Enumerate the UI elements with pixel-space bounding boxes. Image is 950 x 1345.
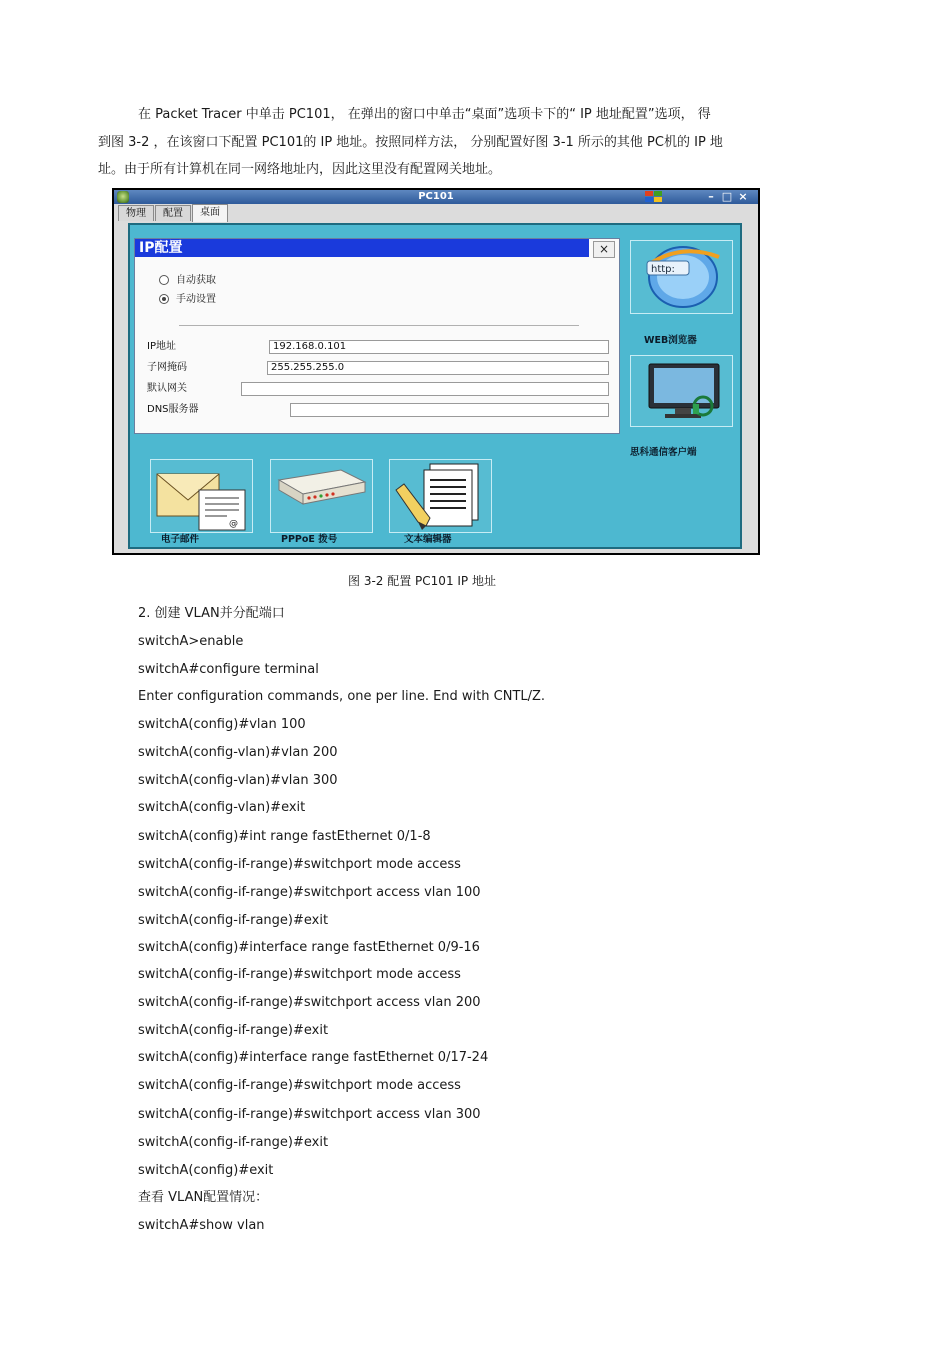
command-line: switchA#configure terminal [138, 662, 319, 677]
pppoe-label: PPPoE 拨号 [281, 534, 338, 545]
radio-static-label: 手动设置 [176, 294, 216, 305]
tab-desktop[interactable]: 桌面 [192, 204, 228, 222]
command-line: switchA(config-vlan)#vlan 300 [138, 773, 338, 788]
command-line: switchA(config)#interface range fastEthernet 0/9-16 [138, 940, 480, 955]
command-line: switchA(config)#exit [138, 1163, 274, 1178]
gateway-field[interactable] [241, 382, 609, 396]
command-line: switchA(config-if-range)#exit [138, 913, 329, 928]
ip-config-header [135, 239, 589, 257]
command-line: switchA(config-vlan)#vlan 200 [138, 745, 338, 760]
command-line: switchA>enable [138, 634, 244, 649]
window-title: PC101 [418, 191, 454, 202]
text-editor-label: 文本编辑器 [404, 534, 452, 545]
minimize-button[interactable]: – [708, 190, 714, 203]
figure-caption: 图 3-2 配置 PC101 IP 地址 [348, 574, 496, 588]
ip-config-title: IP配置 [139, 240, 183, 256]
command-line: switchA(config)#interface range fastEthernet 0/17-24 [138, 1050, 489, 1065]
cisco-client-tile[interactable] [630, 355, 733, 427]
command-line: switchA(config-vlan)#exit [138, 800, 306, 815]
subnet-mask-field[interactable] [267, 361, 609, 375]
web-browser-icon-text: http: [651, 264, 675, 275]
pppoe-icon [271, 460, 372, 532]
command-line: switchA(config)#int range fastEthernet 0/1-8 [138, 829, 431, 844]
ip-address-label: IP地址 [147, 341, 176, 352]
tab-physical[interactable]: 物理 [118, 205, 154, 221]
cisco-client-icon [631, 356, 732, 426]
web-browser-label: WEB浏览器 [644, 335, 697, 346]
close-window-button[interactable]: × [738, 190, 748, 203]
command-line: switchA(config-if-range)#switchport access vlan 200 [138, 995, 481, 1010]
email-icon [151, 460, 252, 532]
intro-line-2: 到图 3-2 ，在该窗口下配置 PC101的 IP 地址。按照同样方法， 分别配置好图 3-1 所示的其他 PC机的 IP 地 [98, 134, 723, 150]
cisco-client-label: 思科通信客户端 [630, 447, 697, 458]
dialog-divider [179, 325, 579, 326]
svg-text:@: @ [229, 519, 238, 529]
ip-address-field[interactable] [269, 340, 609, 354]
pppoe-tile[interactable] [270, 459, 373, 533]
gateway-label: 默认网关 [147, 383, 187, 394]
command-line: switchA(config-if-range)#switchport mode access [138, 1078, 461, 1093]
window-tabs [118, 205, 229, 222]
windows-flag-icon [645, 191, 663, 203]
dns-server-field[interactable] [290, 403, 609, 417]
command-line: switchA(config-if-range)#switchport mode access [138, 857, 461, 872]
radio-dhcp-label: 自动获取 [176, 275, 216, 286]
command-line: switchA(config-if-range)#exit [138, 1135, 329, 1150]
radio-dhcp[interactable] [159, 274, 216, 287]
final-command: switchA#show vlan [138, 1218, 265, 1233]
email-tile[interactable] [150, 459, 253, 533]
tab-config[interactable]: 配置 [155, 205, 191, 221]
web-browser-tile[interactable] [630, 240, 733, 314]
intro-paragraph [98, 101, 832, 184]
pc101-window [112, 188, 760, 555]
command-line: switchA(config-if-range)#switchport mode access [138, 967, 461, 982]
command-line: switchA(config-if-range)#switchport access vlan 100 [138, 885, 481, 900]
window-titlebar [114, 190, 758, 204]
radio-static[interactable] [159, 293, 216, 306]
window-body [114, 204, 758, 553]
web-browser-icon [631, 241, 732, 313]
section-title: 2. 创建 VLAN并分配端口 [138, 606, 285, 621]
email-label: 电子邮件 [161, 534, 200, 545]
subnet-mask-label: 子网掩码 [147, 362, 187, 373]
desktop-area [128, 223, 742, 549]
text-editor-tile[interactable] [389, 459, 492, 533]
ip-config-dialog [134, 238, 620, 434]
text-editor-icon [390, 460, 491, 532]
maximize-button[interactable]: □ [721, 190, 733, 203]
dns-server-label: DNS服务器 [147, 404, 199, 415]
intro-line-3: 址。由于所有计算机在同一网络地址内，因此这里没有配置网关地址。 [98, 162, 502, 177]
command-line: switchA(config)#vlan 100 [138, 717, 306, 732]
radio-static-circle[interactable] [159, 294, 169, 304]
intro-line-1: 在 Packet Tracer 中单击 PC101， 在弹出的窗口中单击“桌面”选项卡下的“ IP 地址配置”选项， 得 [138, 107, 711, 122]
command-line: switchA(config-if-range)#exit [138, 1023, 329, 1038]
command-line: Enter configuration commands, one per line. End with CNTL/Z. [138, 689, 546, 704]
radio-dhcp-circle[interactable] [159, 275, 169, 285]
command-line: switchA(config-if-range)#switchport access vlan 300 [138, 1107, 481, 1122]
ip-config-close-button[interactable]: × [593, 241, 615, 258]
view-vlan-label: 查看 VLAN配置情况： [138, 1190, 269, 1205]
